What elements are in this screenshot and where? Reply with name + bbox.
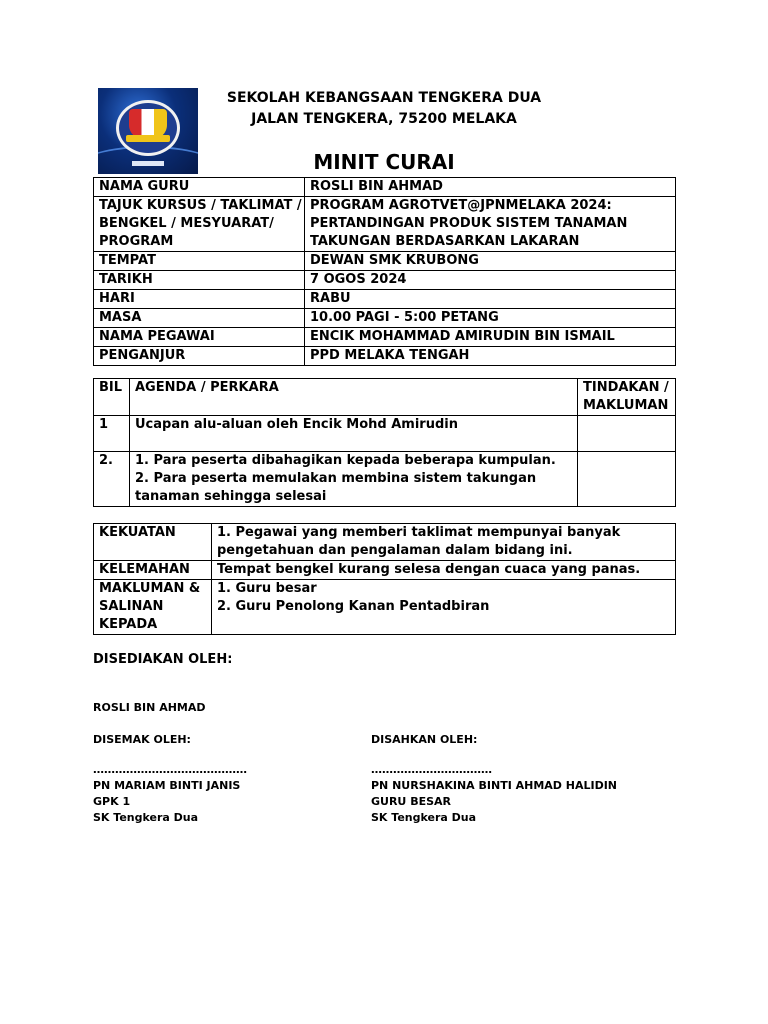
info-label: HARI <box>94 290 305 309</box>
document-title: MINIT CURAI <box>313 150 455 174</box>
eval-label: KELEMAHAN <box>94 561 212 580</box>
table-row <box>94 452 676 507</box>
eval-label: KEKUATAN <box>94 524 212 561</box>
checked-signature-line: …………………………………… <box>93 763 247 776</box>
column-header-agenda: AGENDA / PERKARA <box>130 379 578 416</box>
table-header-row <box>94 379 676 416</box>
eval-value: Tempat bengkel kurang selesa dengan cuaca yang panas. <box>212 561 676 580</box>
prepared-heading: DISEDIAKAN OLEH: <box>93 652 233 667</box>
eval-value: 1. Pegawai yang memberi taklimat mempunyai banyak pengetahuan dan pengalaman dalam bidang ini. <box>212 524 676 561</box>
column-header-bil: BIL <box>94 379 130 416</box>
table-row <box>94 252 676 271</box>
agenda-point: 2. Para peserta memulakan membina sistem takungan tanaman sehingga selesai <box>135 471 537 504</box>
school-address: JALAN TENGKERA, 75200 MELAKA <box>251 111 517 127</box>
table-row <box>94 328 676 347</box>
info-value: PROGRAM AGROTVET@JPNMELAKA 2024: PERTANDINGAN PRODUK SISTEM TANAMAN TAKUNGAN BERDASARKAN LAKARAN <box>305 197 676 252</box>
info-label: MASA <box>94 309 305 328</box>
info-table <box>93 177 676 366</box>
info-label: TEMPAT <box>94 252 305 271</box>
table-row <box>94 197 676 252</box>
info-value: RABU <box>305 290 676 309</box>
agenda-bil: 2. <box>94 452 130 507</box>
info-label: TAJUK KURSUS / TAKLIMAT / BENGKEL / MESYUARAT/ PROGRAM <box>94 197 305 252</box>
info-value: 10.00 PAGI - 5:00 PETANG <box>305 309 676 328</box>
agenda-tindakan <box>578 452 676 507</box>
info-value: 7 OGOS 2024 <box>305 271 676 290</box>
agenda-tindakan <box>578 416 676 452</box>
info-value: DEWAN SMK KRUBONG <box>305 252 676 271</box>
info-value: ENCIK MOHAMMAD AMIRUDIN BIN ISMAIL <box>305 328 676 347</box>
table-row <box>94 416 676 452</box>
eval-line: 1. Guru besar <box>217 581 317 596</box>
info-label: PENGANJUR <box>94 347 305 366</box>
school-name: SEKOLAH KEBANGSAAN TENGKERA DUA <box>226 90 542 106</box>
info-value: ROSLI BIN AHMAD <box>305 178 676 197</box>
approved-school: SK Tengkera Dua <box>371 811 477 824</box>
approved-position: GURU BESAR <box>371 795 451 808</box>
agenda-item: Ucapan alu-aluan oleh Encik Mohd Amirudin <box>130 416 578 452</box>
school-logo <box>98 88 198 174</box>
info-label: NAMA GURU <box>94 178 305 197</box>
table-row <box>94 524 676 561</box>
agenda-bil: 1 <box>94 416 130 452</box>
eval-value <box>212 580 676 635</box>
agenda-table <box>93 378 676 507</box>
agenda-item <box>130 452 578 507</box>
checked-heading: DISEMAK OLEH: <box>93 733 191 746</box>
info-value: PPD MELAKA TENGAH <box>305 347 676 366</box>
checked-position: GPK 1 <box>93 795 131 808</box>
approved-signature-line: …………………………… <box>371 763 492 776</box>
eval-label: MAKLUMAN & SALINAN KEPADA <box>94 580 212 635</box>
table-row <box>94 309 676 328</box>
info-label: NAMA PEGAWAI <box>94 328 305 347</box>
approved-name: PN NURSHAKINA BINTI AHMAD HALIDIN <box>371 779 618 792</box>
table-row <box>94 271 676 290</box>
eval-line: 2. Guru Penolong Kanan Pentadbiran <box>217 599 490 614</box>
evaluation-table <box>93 523 676 635</box>
table-row <box>94 580 676 635</box>
table-row <box>94 178 676 197</box>
info-label: TARIKH <box>94 271 305 290</box>
checked-name: PN MARIAM BINTI JANIS <box>93 779 241 792</box>
column-header-tindakan: TINDAKAN / MAKLUMAN <box>578 379 676 416</box>
prepared-name: ROSLI BIN AHMAD <box>93 701 206 714</box>
table-row <box>94 561 676 580</box>
approved-heading: DISAHKAN OLEH: <box>371 733 478 746</box>
agenda-point: 1. Para peserta dibahagikan kepada beberapa kumpulan. <box>135 453 556 468</box>
checked-school: SK Tengkera Dua <box>93 811 199 824</box>
table-row <box>94 290 676 309</box>
table-row <box>94 347 676 366</box>
